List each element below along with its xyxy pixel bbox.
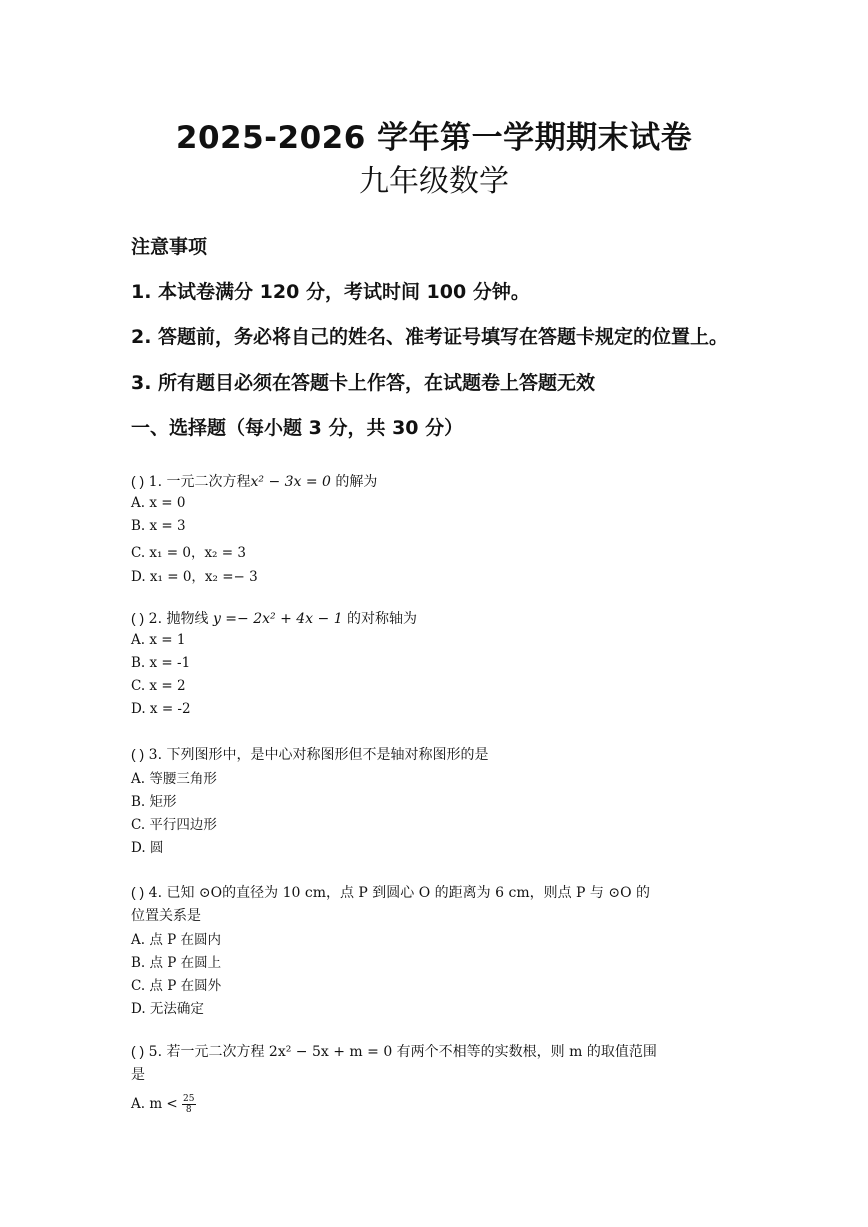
question-4-option-d: D. 无法确定	[131, 1001, 204, 1017]
answer-paren: ( )	[131, 610, 145, 626]
question-3-text: 3. 下列图形中，是中心对称图形但不是轴对称图形的是	[148, 747, 489, 763]
notice-item-2: 2. 答题前，务必将自己的姓名、准考证号填写在答题卡规定的位置上。	[131, 326, 729, 348]
question-5-stem-line-2: 是	[131, 1067, 145, 1083]
question-1-suffix: 的解为	[330, 474, 378, 490]
answer-paren: ( )	[131, 1043, 145, 1059]
question-1-stem	[131, 471, 377, 491]
question-2-formula: y =− 2x² + 4x − 1	[212, 611, 343, 627]
exam-title: 2025-2026 学年第一学期期末试卷	[175, 120, 693, 156]
question-1-option-a: A. x = 0	[131, 495, 186, 511]
question-5-text: 5. 若一元二次方程 2x² − 5x + m = 0 有两个不相等的实数根，则 m 的取值范围	[148, 1044, 657, 1060]
exam-subtitle: 九年级数学	[359, 164, 509, 199]
question-4-option-a: A. 点 P 在圆内	[131, 932, 221, 948]
question-1-option-b: B. x = 3	[131, 518, 186, 534]
notice-item-1: 1. 本试卷满分 120 分，考试时间 100 分钟。	[131, 281, 530, 303]
question-3-option-c: C. 平行四边形	[131, 817, 217, 833]
question-5-option-a-label: A. m <	[131, 1096, 178, 1112]
fraction-denominator: 8	[185, 1105, 192, 1115]
question-4-option-b: B. 点 P 在圆上	[131, 955, 222, 971]
answer-paren: ( )	[131, 746, 145, 762]
question-2-stem	[131, 608, 417, 628]
question-1-option-d: D. x₁ = 0，x₂ =− 3	[131, 569, 258, 585]
answer-paren: ( )	[131, 884, 145, 900]
question-2-option-c: C. x = 2	[131, 678, 186, 694]
question-1-formula: x² − 3x = 0	[250, 474, 331, 490]
question-4-text: 4. 已知 ⊙O的直径为 10 cm，点 P 到圆心 O 的距离为 6 cm，则点 P 与 ⊙O 的	[148, 885, 651, 901]
question-5-option-a	[131, 1094, 196, 1115]
notice-heading: 注意事项	[131, 236, 208, 258]
question-4-option-c: C. 点 P 在圆外	[131, 978, 222, 994]
question-2-prefix: 2. 抛物线	[148, 611, 213, 627]
notice-item-3: 3. 所有题目必须在答题卡上作答，在试题卷上答题无效	[131, 372, 596, 394]
question-4-stem-line-2: 位置关系是	[131, 908, 201, 924]
answer-paren: ( )	[131, 473, 145, 489]
fraction-numerator: 25	[183, 1094, 195, 1104]
question-3-option-d: D. 圆	[131, 840, 164, 856]
section-heading: 一、选择题（每小题 3 分，共 30 分）	[131, 417, 464, 439]
question-2-option-a: A. x = 1	[131, 632, 186, 648]
fraction	[182, 1094, 195, 1115]
question-2-option-d: D. x = -2	[131, 701, 191, 717]
question-1-prefix: 1. 一元二次方程	[148, 474, 251, 490]
question-2-option-b: B. x = -1	[131, 655, 191, 671]
question-3-option-a: A. 等腰三角形	[131, 771, 217, 787]
question-5-stem-line-1	[131, 1041, 657, 1061]
question-3-stem	[131, 744, 488, 764]
question-1-option-c: C. x₁ = 0，x₂ = 3	[131, 545, 246, 561]
question-3-option-b: B. 矩形	[131, 794, 177, 810]
question-4-stem-line-1	[131, 882, 650, 902]
question-2-suffix: 的对称轴为	[342, 611, 418, 627]
